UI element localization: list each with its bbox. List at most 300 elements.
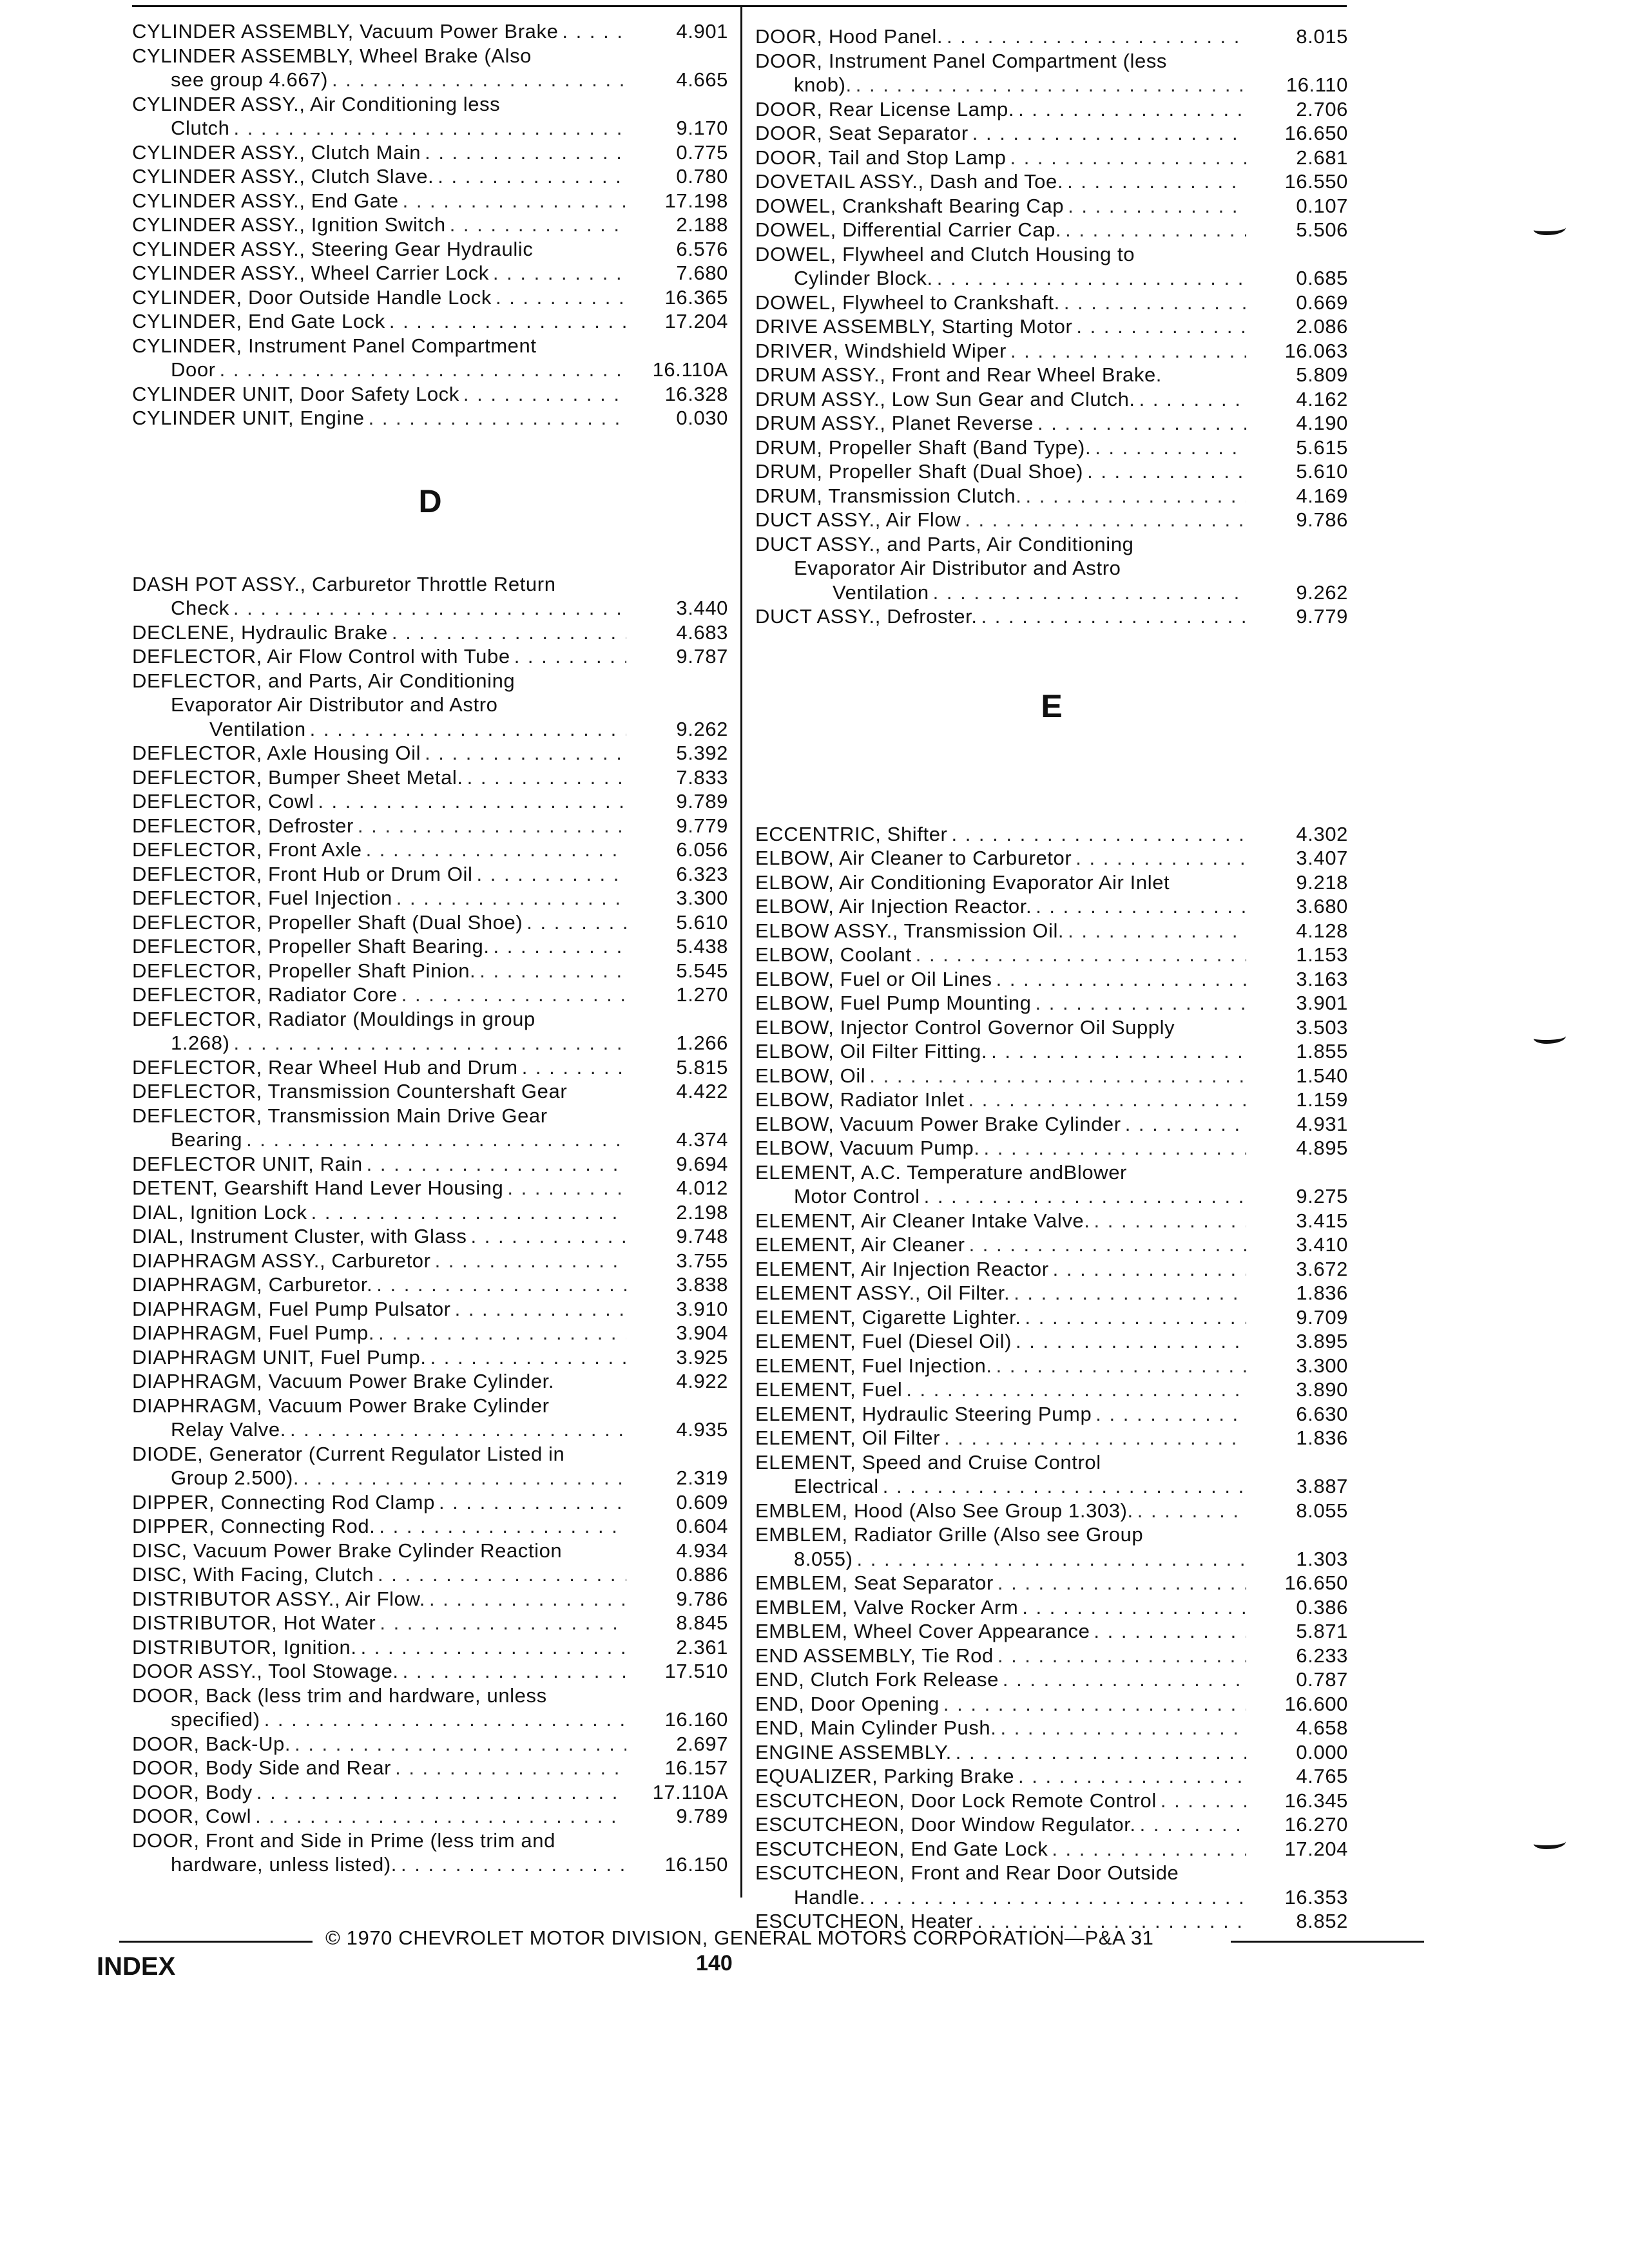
- index-entry: [132, 741, 728, 765]
- entry-line: [132, 92, 728, 117]
- footer-rule-right: [1231, 1941, 1424, 1943]
- index-entry: [132, 189, 728, 213]
- group-number: 4.162: [1296, 387, 1348, 410]
- index-entry: [755, 194, 1348, 218]
- entry-line: [132, 1297, 728, 1321]
- group-number: 4.935: [676, 1418, 728, 1441]
- leader-dots: [1018, 1764, 1246, 1789]
- entry-text: CYLINDER, End Gate Lock: [132, 310, 385, 332]
- entry-text: EMBLEM, Hood (Also See Group 1.303).: [755, 1499, 1133, 1522]
- entry-text: Handle.: [794, 1885, 866, 1908]
- entry-text: DRUM ASSY., Planet Reverse: [755, 412, 1034, 434]
- group-number: 8.055: [1296, 1499, 1348, 1522]
- leader-dots: [378, 1321, 626, 1345]
- group-number: 4.422: [676, 1080, 728, 1102]
- index-entry: [755, 604, 1348, 629]
- group-number: 2.188: [676, 213, 728, 236]
- index-entry: [755, 1209, 1348, 1233]
- leader-dots: [310, 717, 626, 742]
- index-entry: [132, 1635, 728, 1660]
- index-entry: [755, 169, 1348, 194]
- entry-line: [755, 387, 1348, 412]
- leader-dots: [1137, 1499, 1246, 1523]
- footer-rule-left: [119, 1941, 313, 1943]
- index-entry: [755, 1426, 1348, 1450]
- index-entry: [755, 314, 1348, 339]
- index-entry: [132, 19, 728, 44]
- leader-dots: [944, 1426, 1246, 1450]
- entry-text: DOOR, Back (less trim and hardware, unless: [132, 1684, 547, 1707]
- index-entry: [132, 1732, 728, 1756]
- leader-dots: [1065, 218, 1246, 242]
- index-entry: [132, 1562, 728, 1587]
- group-number: 6.233: [1296, 1644, 1348, 1667]
- entry-line: [755, 1885, 1348, 1910]
- leader-dots: [1018, 97, 1246, 122]
- leader-dots: [1010, 339, 1246, 363]
- group-number: 3.163: [1296, 967, 1348, 990]
- entry-text: DRIVE ASSEMBLY, Starting Motor: [755, 315, 1073, 338]
- entry-text: ENGINE ASSEMBLY.: [755, 1740, 952, 1763]
- entry-text: ELEMENT, Air Cleaner: [755, 1233, 965, 1256]
- entry-line: [132, 1104, 728, 1128]
- entry-text: DRIVER, Windshield Wiper: [755, 339, 1007, 362]
- entry-line: [755, 97, 1348, 122]
- index-entry: [132, 572, 728, 620]
- entry-text: DEFLECTOR UNIT, Rain: [132, 1152, 363, 1175]
- punch-mark-3: [1534, 1836, 1566, 1849]
- index-entry: [755, 1812, 1348, 1837]
- index-entry: [755, 146, 1348, 170]
- group-number: 16.650: [1284, 122, 1348, 144]
- entry-line: [132, 910, 728, 935]
- entry-line: [132, 164, 728, 189]
- entry-text: ELEMENT, Oil Filter: [755, 1427, 940, 1449]
- entry-text: DOOR, Body: [132, 1780, 253, 1803]
- leader-dots: [496, 285, 626, 310]
- leader-dots: [857, 1547, 1247, 1571]
- index-entry: [755, 991, 1348, 1015]
- index-entry: [755, 1499, 1348, 1523]
- entry-line: [755, 894, 1348, 919]
- index-entry: [132, 910, 728, 935]
- entry-text: DOOR, Back-Up.: [132, 1732, 291, 1755]
- entry-text: ELBOW ASSY., Transmission Oil.: [755, 919, 1065, 942]
- index-entry: [755, 97, 1348, 122]
- entry-text: DISC, With Facing, Clutch: [132, 1563, 374, 1586]
- leader-dots: [1025, 1305, 1247, 1330]
- group-number: 3.300: [1296, 1354, 1348, 1377]
- index-entry: [132, 334, 728, 382]
- group-number: 2.319: [676, 1466, 728, 1489]
- index-entry: [132, 309, 728, 334]
- index-entry: [132, 1587, 728, 1611]
- entry-text: ESCUTCHEON, Door Window Regulator.: [755, 1813, 1136, 1836]
- group-number: 5.615: [1296, 436, 1348, 459]
- group-number: 1.266: [676, 1032, 728, 1054]
- entry-text: DIAPHRAGM, Carburetor.: [132, 1273, 373, 1296]
- entry-line: [755, 24, 1348, 49]
- group-number: 3.503: [1296, 1015, 1348, 1039]
- entry-line: [755, 169, 1348, 194]
- group-number: 3.300: [676, 887, 728, 909]
- group-number: 5.392: [676, 742, 728, 764]
- leader-dots: [984, 1136, 1246, 1160]
- entry-line: [755, 242, 1348, 267]
- entry-text: ESCUTCHEON, End Gate Lock: [755, 1837, 1048, 1860]
- group-number: 16.150: [664, 1853, 728, 1876]
- group-number: 16.365: [664, 285, 728, 309]
- group-number: 4.190: [1296, 412, 1348, 434]
- index-entry: [132, 1176, 728, 1200]
- entry-text: Motor Control: [794, 1185, 920, 1207]
- index-entry: [132, 285, 728, 310]
- page-number: 140: [696, 1951, 733, 1975]
- index-entry: [755, 1136, 1348, 1160]
- group-number: 3.415: [1296, 1209, 1348, 1232]
- entry-text: DISTRIBUTOR ASSY., Air Flow.: [132, 1587, 425, 1610]
- leader-dots: [471, 1224, 627, 1249]
- entry-text: CYLINDER UNIT, Engine: [132, 407, 365, 429]
- entry-text: ELBOW, Fuel Pump Mounting: [755, 992, 1032, 1014]
- leader-dots: [380, 1611, 626, 1635]
- leader-dots: [463, 382, 626, 407]
- entry-text: DISC, Vacuum Power Brake Cylinder Reaction: [132, 1539, 563, 1562]
- entry-text: DOOR, Instrument Panel Compartment (less: [755, 49, 1168, 72]
- index-entry: [755, 1064, 1348, 1088]
- leader-dots: [361, 1635, 626, 1660]
- index-entry: [755, 1619, 1348, 1644]
- index-entry: [755, 49, 1348, 97]
- entry-line: [132, 1829, 728, 1853]
- group-number: 4.895: [1296, 1137, 1348, 1159]
- entry-line: [755, 49, 1348, 73]
- leader-dots: [996, 1354, 1246, 1378]
- index-entry: [132, 1152, 728, 1177]
- entry-line: [132, 1321, 728, 1345]
- entry-line: [132, 1732, 728, 1756]
- index-entry: [132, 261, 728, 285]
- group-number: 1.836: [1296, 1427, 1348, 1449]
- group-number: 4.931: [1296, 1112, 1348, 1135]
- entry-text: DEFLECTOR, Radiator (Mouldings in group: [132, 1007, 535, 1030]
- entry-text: see group 4.667): [171, 68, 328, 91]
- leader-dots: [332, 68, 626, 92]
- entry-line: [132, 1031, 728, 1055]
- entry-line: [132, 1418, 728, 1442]
- entry-line: [132, 1684, 728, 1708]
- entry-line: [755, 1426, 1348, 1450]
- index-entry: [132, 1200, 728, 1225]
- entry-line: [755, 1861, 1348, 1885]
- group-number: 9.789: [676, 1805, 728, 1827]
- entry-line: [755, 822, 1348, 847]
- entry-line: [132, 237, 728, 262]
- entry-line: [132, 1514, 728, 1539]
- index-entry: [132, 92, 728, 140]
- entry-text: Ventilation: [833, 581, 929, 604]
- group-number: 4.665: [676, 68, 728, 91]
- group-number: 3.910: [676, 1297, 728, 1320]
- entry-line: [755, 1112, 1348, 1137]
- entry-text: DEFLECTOR, Transmission Main Drive Gear: [132, 1104, 548, 1127]
- group-number: 3.672: [1296, 1257, 1348, 1280]
- leader-dots: [376, 1273, 626, 1297]
- group-number: 8.845: [676, 1611, 728, 1634]
- group-number: 8.015: [1296, 25, 1348, 48]
- entry-text: EMBLEM, Wheel Cover Appearance: [755, 1620, 1090, 1642]
- group-number: 4.128: [1296, 919, 1348, 942]
- group-number: 9.779: [676, 814, 728, 837]
- leader-dots: [856, 73, 1246, 97]
- entry-text: DASH POT ASSY., Carburetor Throttle Return: [132, 572, 556, 595]
- leader-dots: [1087, 459, 1246, 484]
- entry-line: [132, 1224, 728, 1249]
- entry-line: [755, 1523, 1348, 1547]
- group-number: 0.787: [1296, 1668, 1348, 1691]
- entry-text: ELBOW, Fuel or Oil Lines: [755, 967, 992, 990]
- entry-line: [132, 789, 728, 814]
- index-entry: [755, 1740, 1348, 1765]
- page-footer: [97, 1927, 1385, 1981]
- group-number: 17.198: [664, 189, 728, 212]
- entry-text: DOOR, Tail and Stop Lamp: [755, 146, 1007, 169]
- leader-dots: [1140, 1812, 1246, 1837]
- entry-text: DRUM, Transmission Clutch.: [755, 484, 1022, 507]
- group-number: 3.890: [1296, 1378, 1348, 1401]
- entry-line: [755, 1764, 1348, 1789]
- index-entry: [755, 121, 1348, 146]
- index-entry: [132, 213, 728, 237]
- group-number: 16.353: [1284, 1885, 1348, 1908]
- leader-dots: [494, 934, 626, 959]
- leader-dots: [522, 1055, 626, 1080]
- entry-text: CYLINDER ASSY., Clutch Slave.: [132, 165, 434, 187]
- group-number: 9.786: [676, 1587, 728, 1610]
- index-entry: [132, 1224, 728, 1249]
- leader-dots: [968, 1088, 1246, 1112]
- entry-text: DIAPHRAGM, Fuel Pump.: [132, 1321, 375, 1344]
- entry-line: [755, 1619, 1348, 1644]
- leader-dots: [1094, 1209, 1247, 1233]
- index-entry: [755, 1088, 1348, 1112]
- leader-dots: [1094, 1619, 1246, 1644]
- entry-text: ELEMENT, Hydraulic Steering Pump: [755, 1402, 1092, 1425]
- entry-line: [132, 741, 728, 765]
- group-number: 0.775: [676, 140, 728, 164]
- entry-line: [132, 1756, 728, 1780]
- entry-line: [755, 1233, 1348, 1257]
- entry-line: [132, 19, 728, 44]
- entry-line: [132, 1466, 728, 1490]
- entry-line: [755, 532, 1348, 557]
- entry-line: [132, 1587, 728, 1611]
- group-number: 9.275: [1296, 1185, 1348, 1207]
- entry-text: ELEMENT, Fuel Injection.: [755, 1354, 992, 1377]
- group-number: 2.086: [1296, 315, 1348, 338]
- entry-text: DEFLECTOR, Defroster: [132, 814, 354, 837]
- entry-line: [132, 334, 728, 358]
- entry-text: DEFLECTOR, Front Hub or Drum Oil: [132, 862, 473, 885]
- index-entry: [132, 620, 728, 645]
- entry-line: [132, 1345, 728, 1370]
- leader-dots: [869, 1064, 1246, 1088]
- index-entry: [755, 1716, 1348, 1740]
- leader-dots: [514, 644, 626, 669]
- entry-line: [755, 967, 1348, 992]
- group-number: 0.609: [676, 1490, 728, 1514]
- index-entry: [755, 1571, 1348, 1595]
- entry-line: [132, 1707, 728, 1732]
- entry-line: [132, 620, 728, 645]
- leader-dots: [294, 1732, 626, 1756]
- entry-line: [755, 1789, 1348, 1813]
- index-entry: [755, 1837, 1348, 1861]
- entry-text: DEFLECTOR, Bumper Sheet Metal.: [132, 765, 463, 789]
- index-entry: [132, 1249, 728, 1273]
- entry-text: DOOR, Hood Panel.: [755, 25, 943, 48]
- entry-line: [132, 1369, 728, 1394]
- index-entry: [755, 24, 1348, 49]
- index-entry: [132, 1273, 728, 1297]
- entry-text: DUCT ASSY., Defroster.: [755, 605, 978, 628]
- index-entry: [755, 967, 1348, 992]
- group-number: 17.204: [1284, 1837, 1348, 1860]
- index-entry: [755, 1523, 1348, 1571]
- entry-line: [132, 1562, 728, 1587]
- index-entry: [132, 1490, 728, 1515]
- top-rule: [132, 5, 1347, 7]
- entry-line: [132, 309, 728, 334]
- leader-dots: [401, 1852, 626, 1877]
- entry-text: DEFLECTOR, Rear Wheel Hub and Drum: [132, 1055, 518, 1079]
- leader-dots: [1053, 1257, 1246, 1282]
- group-number: 2.681: [1296, 146, 1348, 169]
- entry-text: CYLINDER ASSY., Wheel Carrier Lock: [132, 262, 489, 284]
- group-number: 3.440: [676, 597, 728, 619]
- index-entry: [755, 1861, 1348, 1909]
- index-entry: [132, 44, 728, 92]
- group-number: 5.506: [1296, 218, 1348, 241]
- index-entry: [755, 459, 1348, 484]
- group-number: 4.302: [1296, 822, 1348, 845]
- group-number: 16.328: [664, 382, 728, 405]
- group-number: 16.063: [1284, 339, 1348, 362]
- entry-text: END, Door Opening: [755, 1692, 940, 1715]
- leader-dots: [1095, 1402, 1246, 1427]
- leader-dots: [943, 1692, 1246, 1716]
- entry-line: [132, 862, 728, 887]
- entry-text: DOWEL, Flywheel to Crankshaft.: [755, 291, 1060, 314]
- leader-dots: [311, 1200, 626, 1225]
- entry-text: DUCT ASSY., Air Flow: [755, 508, 961, 531]
- index-entry: [755, 1257, 1348, 1282]
- entry-text: ESCUTCHEON, Door Lock Remote Control: [755, 1789, 1157, 1812]
- group-number: 1.270: [676, 983, 728, 1006]
- leader-dots: [924, 1184, 1246, 1209]
- index-entry: [132, 934, 728, 959]
- group-number: 9.694: [676, 1152, 728, 1175]
- entry-text: ELEMENT, Fuel: [755, 1378, 903, 1401]
- entry-text: ESCUTCHEON, Front and Rear Door Outside: [755, 1861, 1179, 1884]
- entry-text: DOWEL, Differential Carrier Cap.: [755, 218, 1062, 241]
- entry-line: [132, 285, 728, 310]
- group-number: 16.650: [1284, 1571, 1348, 1594]
- group-number: 3.904: [676, 1321, 728, 1344]
- entry-text: DUCT ASSY., and Parts, Air Conditioning: [755, 532, 1134, 555]
- entry-line: [132, 572, 728, 597]
- entry-line: [755, 1281, 1348, 1305]
- entry-line: [132, 1176, 728, 1200]
- group-number: 3.410: [1296, 1233, 1348, 1256]
- leader-dots: [1075, 846, 1246, 870]
- leader-dots: [493, 261, 626, 285]
- entry-text: DIAPHRAGM UNIT, Fuel Pump.: [132, 1345, 427, 1369]
- entry-line: [132, 68, 728, 92]
- leader-dots: [1036, 894, 1246, 919]
- leader-dots: [425, 140, 626, 165]
- entry-text: ESCUTCHEON, Heater: [755, 1910, 974, 1932]
- index-entry: [132, 382, 728, 407]
- leader-dots: [933, 581, 1246, 605]
- group-number: 4.658: [1296, 1716, 1348, 1739]
- leader-dots: [906, 1378, 1246, 1402]
- group-number: 9.262: [676, 717, 728, 740]
- leader-dots: [455, 1297, 626, 1321]
- group-number: 9.218: [1296, 870, 1348, 894]
- group-number: 17.204: [664, 310, 728, 332]
- index-entry: [132, 1514, 728, 1539]
- entry-line: [755, 218, 1348, 242]
- entry-text: ELBOW, Injector Control Governor Oil Supply: [755, 1015, 1175, 1039]
- entry-text: Bearing: [171, 1128, 243, 1151]
- index-entry: [132, 1804, 728, 1829]
- entry-line: [132, 261, 728, 285]
- entry-text: EMBLEM, Seat Separator: [755, 1571, 994, 1594]
- entry-line: [755, 846, 1348, 870]
- leader-dots: [425, 741, 626, 765]
- group-number: 3.838: [676, 1273, 728, 1296]
- entry-text: DIAPHRAGM, Vacuum Power Brake Cylinder: [132, 1394, 550, 1417]
- footer-copyright: © 1970 CHEVROLET MOTOR DIVISION, GENERAL MOTORS CORPORATION—P&A 31: [325, 1927, 1154, 1949]
- entry-text: DOOR, Body Side and Rear: [132, 1756, 392, 1779]
- group-number: 9.262: [1296, 581, 1348, 604]
- leader-dots: [366, 838, 626, 862]
- group-number: 4.934: [676, 1539, 728, 1562]
- entry-text: DEFLECTOR, Air Flow Control with Tube: [132, 645, 510, 668]
- leader-dots: [562, 19, 626, 44]
- leader-dots: [996, 967, 1246, 992]
- entry-text: DIPPER, Connecting Rod Clamp: [132, 1490, 435, 1514]
- entry-text: knob).: [794, 73, 852, 96]
- entry-text: ELBOW, Air Conditioning Evaporator Air Inlet: [755, 870, 1170, 894]
- index-entry: [755, 1402, 1348, 1427]
- entry-line: [755, 1257, 1348, 1282]
- index-entry: [755, 822, 1348, 847]
- leader-dots: [256, 1780, 626, 1805]
- leader-dots: [379, 1514, 626, 1539]
- entry-line: [132, 814, 728, 838]
- index-entry: [755, 1764, 1348, 1789]
- group-number: 9.709: [1296, 1305, 1348, 1329]
- leader-dots: [401, 983, 626, 1007]
- group-number: 2.697: [676, 1732, 728, 1755]
- group-number: 0.604: [676, 1515, 728, 1537]
- entry-text: ELEMENT, A.C. Temperature andBlower: [755, 1160, 1127, 1184]
- index-entry: [132, 406, 728, 430]
- index-entry: [132, 1659, 728, 1684]
- index-entry: [755, 436, 1348, 460]
